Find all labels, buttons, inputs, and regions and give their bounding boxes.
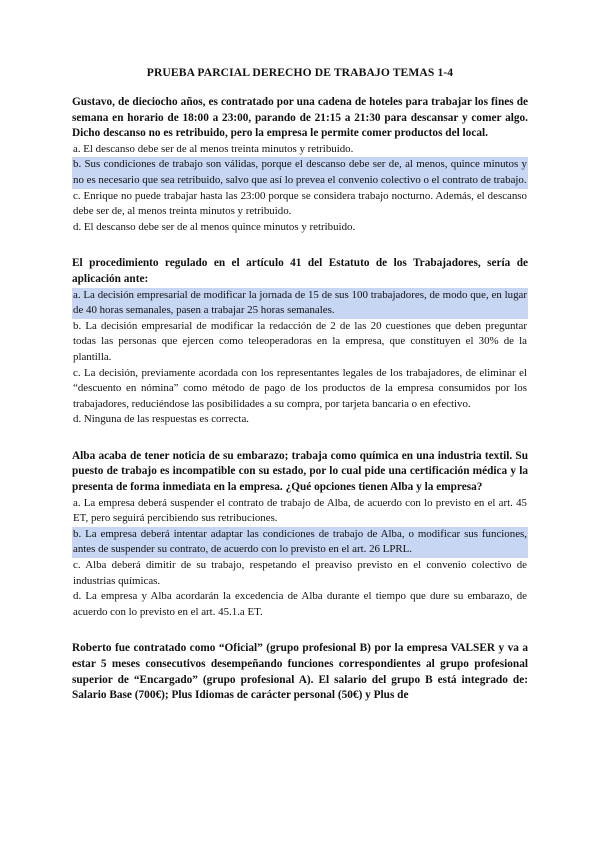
option-b-selected[interactable]: b. Sus condiciones de trabajo son válidas, porque el descanso debe ser de, al menos, quince minutos y no es necesario que sea retribuido, salvo que así lo prevea el convenio colectivo o el contrato de trabajo.: [72, 157, 528, 188]
question-4: [72, 641, 528, 703]
option-a[interactable]: a. La empresa deberá suspender el contrato de trabajo de Alba, de acuerdo con lo previsto en el art. 45 ET, pero seguirá percibiendo sus retribuciones.: [73, 496, 527, 525]
question-text: Gustavo, de dieciocho años, es contratado por una cadena de hoteles para trabajar los fines de semana en horario de 18:00 a 23:00, parando de 21:15 a 21:30 para descansar y comer algo. Dicho descanso no es retribuido, pero la empresa le permite comer productos del local.: [72, 96, 528, 140]
option-d[interactable]: d. La empresa y Alba acordarán la excedencia de Alba durante el tiempo que dure su embarazo, de acuerdo con lo previsto en el art. 45.1.a ET.: [73, 590, 527, 618]
question-3: [72, 449, 528, 621]
option-a[interactable]: a. El descanso debe ser de al menos treinta minutos y retribuido.: [73, 142, 354, 155]
option-d[interactable]: d. Ninguna de las respuestas es correcta.: [73, 413, 249, 426]
option-b-selected[interactable]: b. La empresa deberá intentar adaptar las condiciones de trabajo de Alba, o modificar sus funciones, antes de suspender su contrato, de acuerdo con lo previsto en el art. 26 LPRL.: [72, 527, 528, 558]
question-text: Alba acaba de tener noticia de su embarazo; trabaja como química en una industria textil. Su puesto de trabajo es incompatible con su estado, por lo cual pide una certificación médica y la presenta de forma inmediata en la empresa. ¿Qué opciones tienen Alba y la empresa?: [72, 449, 528, 494]
page-title: PRUEBA PARCIAL DERECHO DE TRABAJO TEMAS 1-4: [146, 66, 454, 79]
answer-options: [72, 496, 528, 621]
question-1: [72, 95, 528, 235]
option-c[interactable]: c. Enrique no puede trabajar hasta las 23:00 porque se considera trabajo nocturno. Además, el descanso debe ser de, al menos treinta minutos y retribuido.: [73, 189, 527, 218]
question-text: Roberto fue contratado como “Oficial” (grupo profesional B) por la empresa VALSER y va a estar 5 meses consecutivos desempeñando funciones correspondientes al grupo profesional superior de “Encargado” (grupo profesional A). El salario del grupo B está integrado de: Salario Base (700€); Plus Idiomas de carácter personal (50€) y Plus de: [72, 642, 528, 702]
answer-options: [72, 288, 528, 428]
option-d[interactable]: d. El descanso debe ser de al menos quince minutos y retribuido.: [73, 220, 356, 233]
question-text: El procedimiento regulado en el artículo 41 del Estatuto de los Trabajadores, sería de aplicación ante:: [72, 257, 528, 285]
answer-options: [72, 142, 528, 236]
option-a-selected[interactable]: a. La decisión empresarial de modificar la jornada de 15 de sus 100 trabajadores, de modo que, en lugar de 40 horas semanales, pasen a trabajar 25 horas semanales.: [72, 288, 528, 319]
question-2: [72, 256, 528, 428]
option-c[interactable]: c. La decisión, previamente acordada con los representantes legales de los trabajadores, de eliminar el “descuento en nómina” como método de pago de los productos de la empresa consumidos por los trabajadores, reduciéndose las posibilidades a su compra, por tarjeta bancaria o en efectivo.: [73, 366, 527, 410]
option-c[interactable]: c. Alba deberá dimitir de su trabajo, respetando el preaviso previsto en el convenio colectivo de industrias químicas.: [73, 559, 527, 587]
option-b[interactable]: b. La decisión empresarial de modificar la redacción de 2 de las 20 cuestiones que deben preguntar todas las personas que ejercen como teleoperadoras en la empresa, que constituyen el 30% de la plantilla.: [73, 319, 527, 363]
